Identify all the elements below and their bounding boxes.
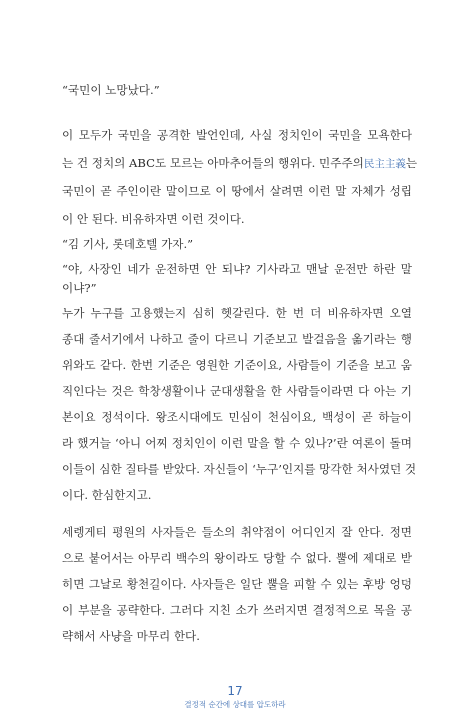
running-head: 결정적 순간에 상대를 압도하라 bbox=[184, 700, 286, 709]
body-line: 이들이 심한 질타를 받았다. 자신들이 ‘누구’인지를 망각한 처사였던 것 bbox=[62, 462, 417, 476]
hanja-annotation: 民主主義 bbox=[363, 158, 406, 170]
body-line: 으로 붙어서는 아무리 백수의 왕이라도 당할 수 없다. 뿔에 제대로 받 bbox=[62, 551, 412, 565]
body-line: 이다. 한심한지고. bbox=[62, 488, 152, 502]
body-line: 본이요 정석이다. 왕조시대에도 민심이 천심이요, 백성이 곧 하늘이 bbox=[62, 410, 412, 424]
quote-line: “야, 사장인 네가 운전하면 안 되냐? 기사라고 맨날 운전만 하란 말 bbox=[62, 262, 412, 276]
body-line: 라 했거늘 ‘아니 어찌 정치인이 이런 말을 할 수 있나?’란 여론이 돌며 bbox=[62, 436, 412, 450]
body-line: 히면 그날로 황천길이다. 사자들은 일단 뿔을 피할 수 있는 후방 엉덩 bbox=[62, 577, 412, 591]
body-line: 종대 줄서기에서 나하고 줄이 다르니 기준보고 발걸음을 옮기라는 행 bbox=[62, 332, 412, 346]
quote-line: 이냐?” bbox=[62, 281, 97, 295]
body-text: 는 bbox=[405, 156, 418, 170]
body-line bbox=[62, 155, 418, 172]
body-line: 직인다는 것은 학창생활이나 군대생활을 한 사람들이라면 다 아는 기 bbox=[62, 384, 412, 398]
body-line: 이 모두가 국민을 공격한 발언인데, 사실 정치인이 국민을 모욕한다 bbox=[62, 128, 412, 142]
body-text: 는 건 정치의 ABC도 모르는 아마추어들의 행위다. 민주주의 bbox=[62, 156, 364, 170]
quote-line: “김 기사, 롯데호텔 가자.” bbox=[62, 237, 194, 251]
body-line: 이 안 된다. 비유하자면 이런 것이다. bbox=[62, 212, 245, 226]
body-line: 국민이 곧 주인이란 말이므로 이 땅에서 살려면 이런 말 자체가 성립 bbox=[62, 184, 412, 198]
body-line: 세렝게티 평원의 사자들은 들소의 취약점이 어디인지 잘 안다. 정면 bbox=[62, 525, 412, 539]
quote-line: “국민이 노망났다.” bbox=[62, 83, 160, 97]
body-line: 위와도 같다. 한번 기준은 영원한 기준이요, 사람들이 기준을 보고 움 bbox=[62, 358, 412, 372]
body-line: 이 부분을 공략한다. 그러다 지친 소가 쓰러지면 결정적으로 목을 공 bbox=[62, 603, 412, 617]
page-number: 17 bbox=[227, 684, 243, 698]
body-line: 누가 누구를 고용했는지 심히 헷갈린다. 한 번 더 비유하자면 오열 bbox=[62, 306, 412, 320]
body-line: 략해서 사냥을 마무리 한다. bbox=[62, 629, 200, 643]
